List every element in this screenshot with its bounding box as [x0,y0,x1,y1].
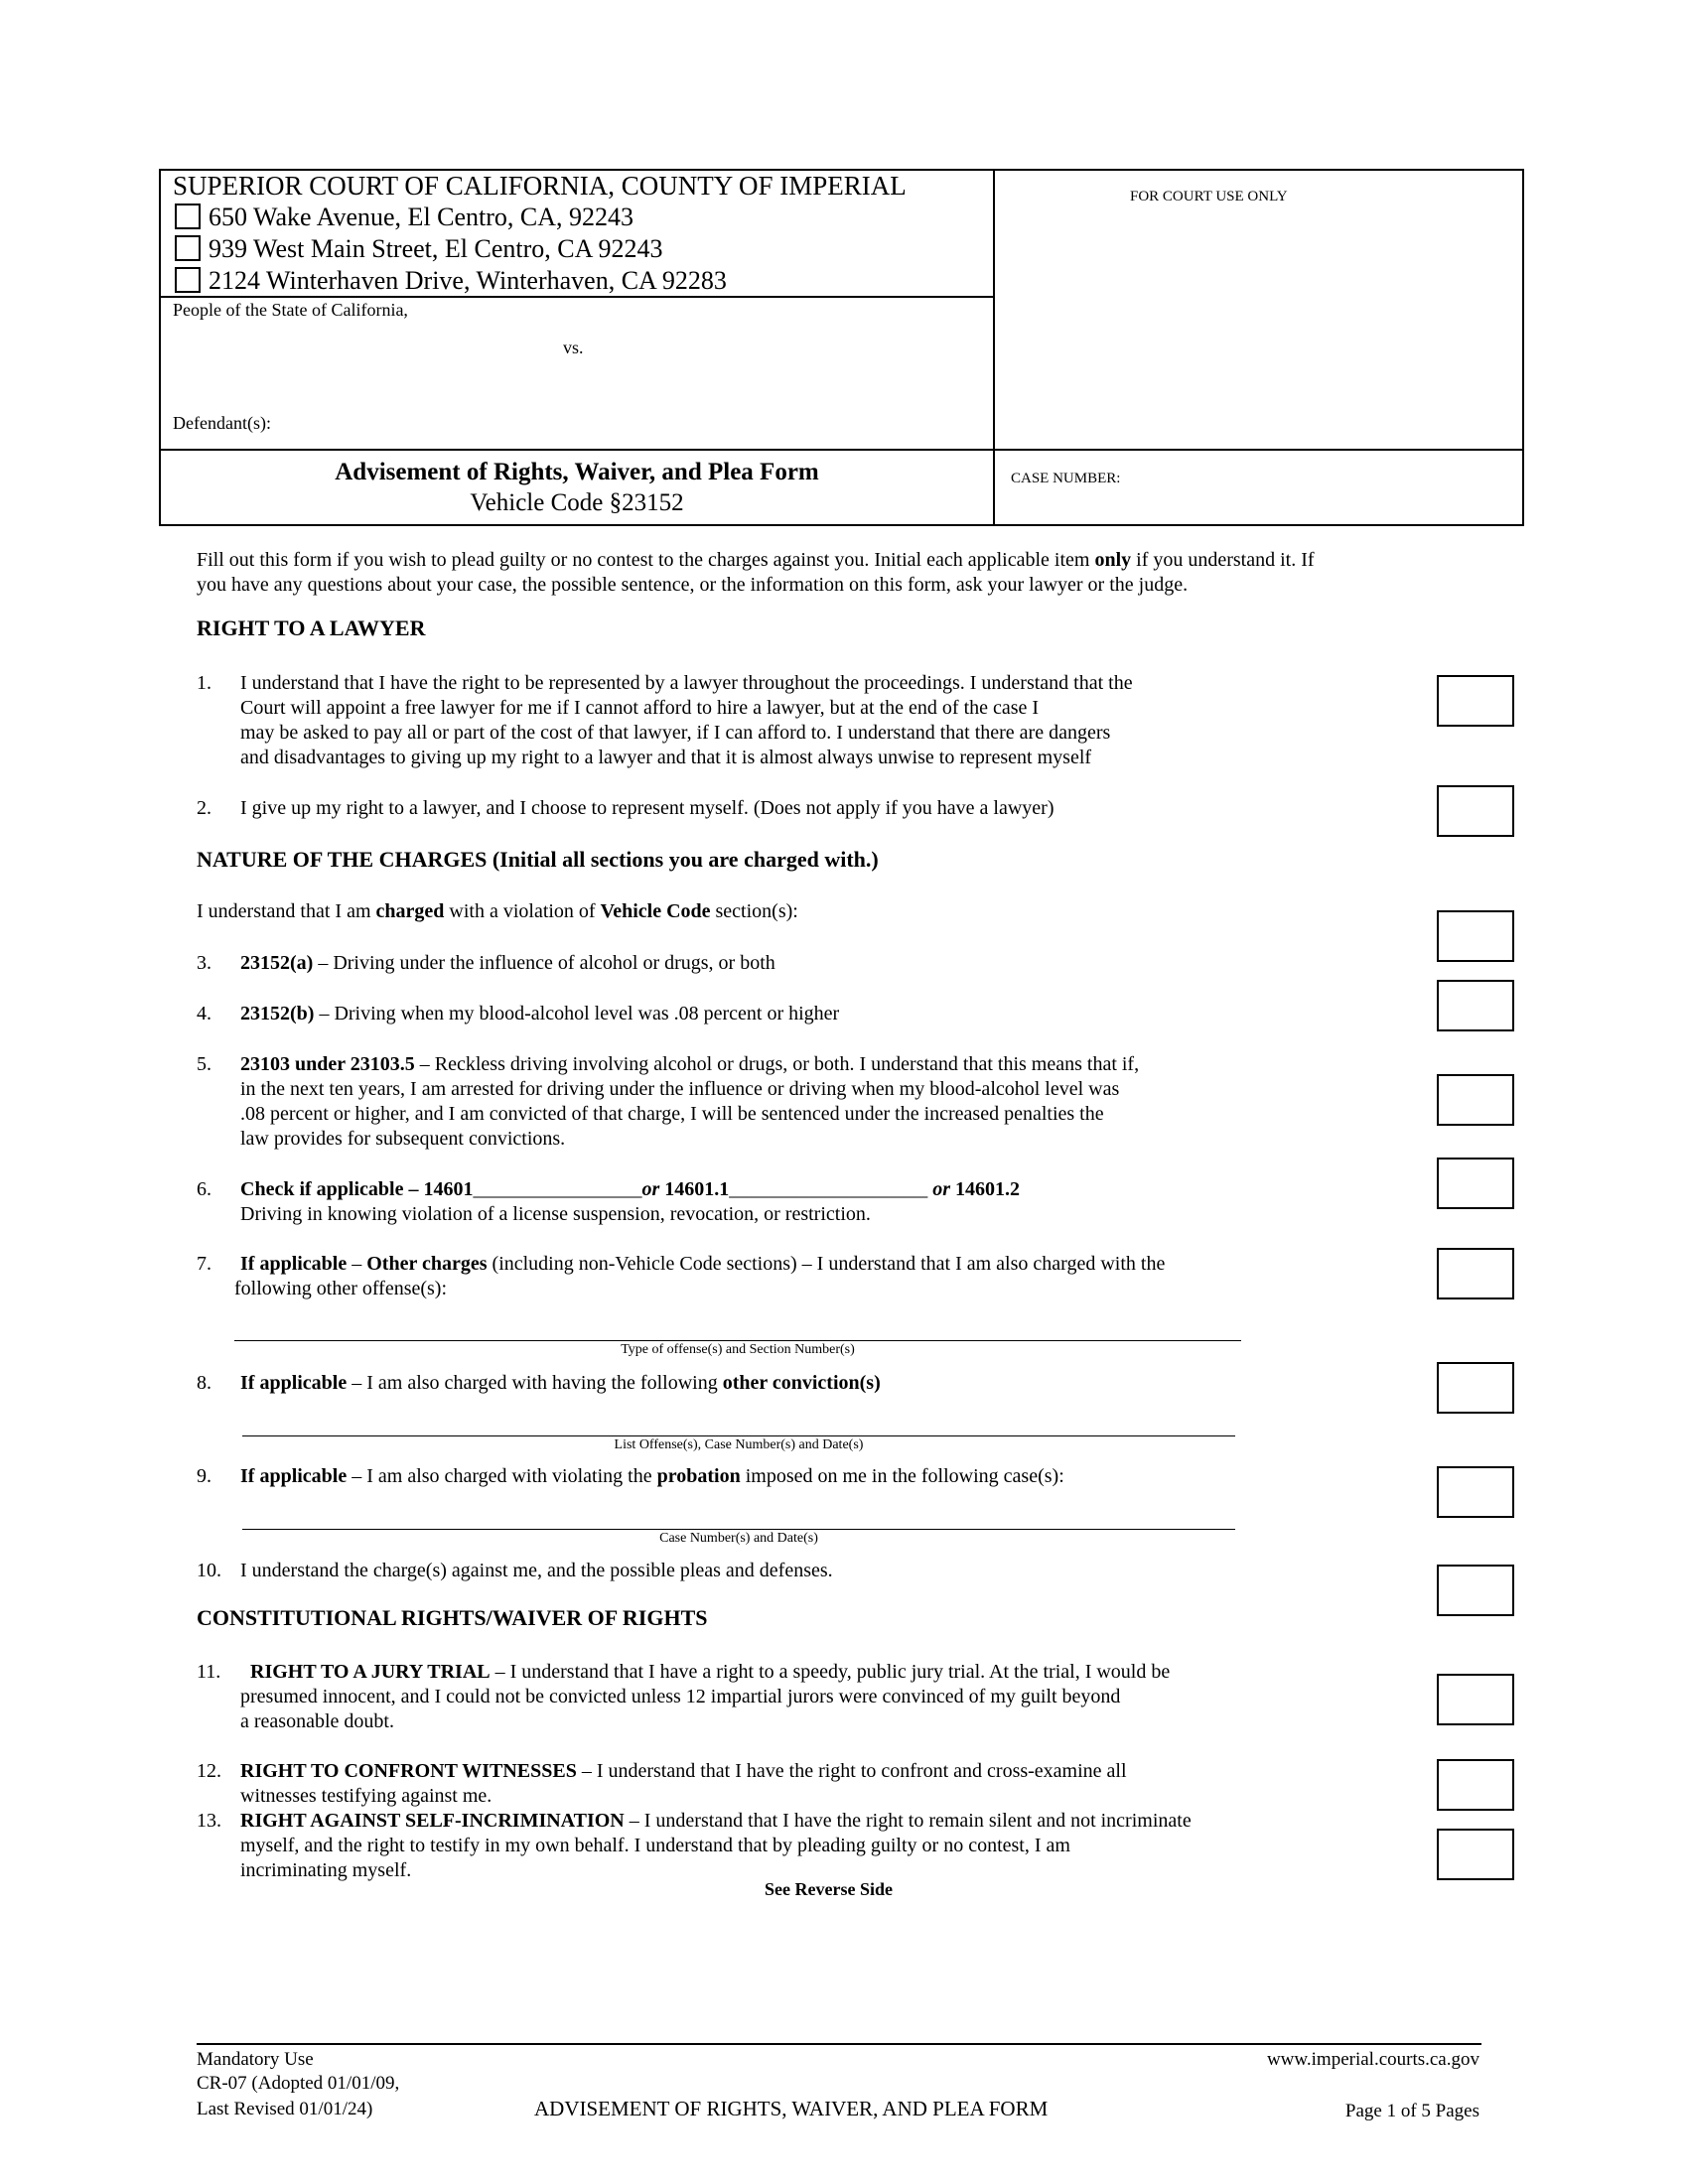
item-13-code: RIGHT AGAINST SELF-INCRIMINATION [240,1810,625,1832]
item-9-case-line[interactable] [242,1529,1235,1530]
item-1-line-4: and disadvantages to giving up my right to a lawyer and that it is almost always unwise to represent myself [240,747,1092,768]
item-13-desc: – I understand that I have the right to remain silent and not incriminate [624,1810,1192,1832]
item-5-line-1 [240,1052,1139,1077]
item-9-number: 9. [197,1465,211,1487]
form-subtitle: Vehicle Code §23152 [470,489,684,516]
address-label-3: 2124 Winterhaven Drive, Winterhaven, CA 92283 [209,266,727,295]
item-11-initial-box[interactable] [1437,1674,1514,1725]
item-4-text [240,1002,839,1026]
item-1-line-2: Court will appoint a free lawyer for me if I cannot afford to hire a lawyer, but at the end of the case I [240,697,1040,719]
item-12-code: RIGHT TO CONFRONT WITNESSES [240,1760,577,1782]
address-option-2[interactable] [175,234,662,264]
item-7-caption: Type of offense(s) and Section Number(s) [621,1342,855,1357]
item-5-code: 23103 under 23103.5 [240,1053,415,1075]
item-8-offense-line[interactable] [242,1435,1235,1436]
item-13-initial-box[interactable] [1437,1829,1514,1880]
item-3-code: 23152(a) [240,952,314,974]
item-3-desc: – Driving under the influence of alcohol or drugs, or both [313,952,775,974]
item-6-line-2: Driving in knowing violation of a license suspension, revocation, or restriction. [240,1203,871,1225]
item-8-caption: List Offense(s), Case Number(s) and Date(s) [614,1437,864,1452]
case-number-label: CASE NUMBER: [1011,471,1121,486]
item-9-desc-a: – I am also charged with violating the [347,1465,657,1487]
item-11-line-3: a reasonable doubt. [240,1710,394,1732]
item-10-number: 10. [197,1560,221,1581]
item-6-or-1: or [641,1178,660,1200]
item-1-number: 1. [197,672,211,694]
footer-rule [197,2043,1481,2045]
item-2-text: I give up my right to a lawyer, and I choose to represent myself. (Does not apply if you have a lawyer) [240,797,1055,819]
item-5-line-3: .08 percent or higher, and I am convicted of that charge, I will be sentenced under the increased penalties the [240,1103,1104,1125]
address-checkbox-3[interactable] [175,267,201,293]
item-6-line-1 [240,1177,1020,1202]
footer-page-number: Page 1 of 5 Pages [1344,2101,1479,2121]
item-8-desc: – I am also charged with having the following [347,1372,723,1394]
court-name: SUPERIOR COURT OF CALIFORNIA, COUNTY OF IMPERIAL [173,171,907,201]
intro-text-bold: only [1094,549,1132,571]
address-label-2: 939 West Main Street, El Centro, CA 92243 [209,234,663,263]
item-9-line-1 [240,1464,1064,1489]
item-6-initial-box[interactable] [1437,1158,1514,1209]
item-7-desc: (including non-Vehicle Code sections) – I understand that I am also charged with the [487,1253,1166,1275]
address-checkbox-1[interactable] [175,204,201,229]
item-12-desc: – I understand that I have the right to confront and cross-examine all [576,1760,1127,1782]
case-number-box [993,449,1524,526]
footer-revised: Last Revised 01/01/24) [197,2099,373,2119]
item-11-code: RIGHT TO A JURY TRIAL [240,1661,491,1683]
item-5-desc: – Reckless driving involving alcohol or drugs, or both. I understand that this means that if, [414,1053,1140,1075]
item-8-initial-box[interactable] [1437,1362,1514,1414]
item-7-line-1 [240,1252,1165,1277]
item-10-initial-box[interactable] [1437,1565,1514,1616]
footer-title: ADVISEMENT OF RIGHTS, WAIVER, AND PLEA FORM [534,2097,1049,2120]
item-6-number: 6. [197,1178,211,1200]
item-5-line-2: in the next ten years, I am arrested for driving under the influence or driving when my blood-alcohol level was [240,1078,1120,1100]
item-9-desc-b: imposed on me in the following case(s): [740,1465,1064,1487]
item-6-blank-1[interactable]: _________________ [473,1178,642,1200]
item-11-desc: – I understand that I have a right to a speedy, public jury trial. At the trial, I would be [490,1661,1171,1683]
item-3-number: 3. [197,952,211,974]
item-6-code-14601-2: 14601.2 [950,1178,1021,1200]
item-7-number: 7. [197,1253,211,1275]
address-option-3[interactable] [175,266,727,296]
item-7-if-applicable: If applicable [240,1253,348,1275]
item-11-line-2: presumed innocent, and I could not be convicted unless 12 impartial jurors were convinced of my guilt beyond [240,1686,1121,1707]
item-5-initial-box[interactable] [1437,1074,1514,1126]
section-right-to-lawyer: RIGHT TO A LAWYER [197,615,426,640]
item-8-other-convictions: other conviction(s) [722,1372,881,1394]
item-7-dash: – [347,1253,367,1275]
address-checkbox-2[interactable] [175,235,201,261]
charged-text-e: section(s): [710,900,798,922]
item-6-or-2: or [932,1178,951,1200]
item-12-number: 12. [197,1760,221,1782]
item-8-if-applicable: If applicable [240,1372,348,1394]
item-5-number: 5. [197,1053,211,1075]
item-8-number: 8. [197,1372,211,1394]
section-nature-of-charges: NATURE OF THE CHARGES (Initial all sections you are charged with.) [197,847,879,872]
item-9-caption: Case Number(s) and Date(s) [659,1531,818,1546]
defendant-label: Defendant(s): [173,413,271,433]
item-4-desc: – Driving when my blood-alcohol level was .08 percent or higher [314,1003,840,1024]
item-3-initial-box[interactable] [1437,980,1514,1031]
item-7-line-2: following other offense(s): [234,1278,448,1299]
form-title: Advisement of Rights, Waiver, and Plea Form [335,459,819,485]
item-7-other-charges: Other charges [366,1253,488,1275]
charged-initial-box[interactable] [1437,910,1514,962]
item-3-text [240,951,775,976]
charged-text-a: I understand that I am [197,900,376,922]
item-6-code-14601-1: 14601.1 [659,1178,730,1200]
footer-form-id: CR-07 (Adopted 01/01/09, [197,2073,400,2094]
item-11-number: 11. [197,1661,221,1683]
vs-label: vs. [563,338,584,357]
item-13-number: 13. [197,1810,221,1832]
item-13-line-2: myself, and the right to testify in my own behalf. I understand that by pleading guilty or no contest, I am [240,1835,1070,1856]
item-4-code: 23152(b) [240,1003,315,1024]
item-2-initial-box[interactable] [1437,785,1514,837]
people-label: People of the State of California, [173,300,408,320]
section-constitutional-rights: CONSTITUTIONAL RIGHTS/WAIVER OF RIGHTS [197,1605,708,1630]
intro-line-1 [197,548,1315,573]
item-13-line-3: incriminating myself. [240,1859,412,1881]
item-6-code-14601: Check if applicable – 14601 [240,1178,474,1200]
item-2-number: 2. [197,797,211,819]
address-label-1: 650 Wake Avenue, El Centro, CA, 92243 [209,203,634,231]
court-use-label: FOR COURT USE ONLY [1130,189,1288,205]
item-12-line-1 [240,1759,1127,1784]
intro-text-c: if you understand it. If [1131,549,1315,571]
address-option-1[interactable] [175,203,633,232]
intro-text-a: Fill out this form if you wish to plead guilty or no contest to the charges against you. Initial each applicable item [197,549,1095,571]
item-1-line-1: I understand that I have the right to be represented by a lawyer throughout the proceedings. I understand that the [240,672,1133,694]
item-12-line-2: witnesses testifying against me. [240,1785,492,1807]
charged-text-vehicle-code: Vehicle Code [600,900,711,922]
item-9-if-applicable: If applicable [240,1465,348,1487]
footer-url[interactable]: www.imperial.courts.ca.gov [1266,2049,1479,2070]
item-12-initial-box[interactable] [1437,1759,1514,1811]
item-13-line-1 [240,1809,1192,1834]
item-11-line-1 [240,1660,1170,1685]
item-10-text: I understand the charge(s) against me, and the possible pleas and defenses. [240,1560,833,1581]
footer-mandatory: Mandatory Use [197,2049,314,2070]
item-7-initial-box[interactable] [1437,1248,1514,1299]
see-reverse-side: See Reverse Side [765,1879,893,1899]
charged-line [197,899,798,924]
intro-line-2: you have any questions about your case, the possible sentence, or the information on this form, ask your lawyer or the judge. [197,574,1189,596]
item-6-blank-2[interactable]: ____________________ [729,1178,928,1200]
charged-text-c: with a violation of [444,900,601,922]
item-4-number: 4. [197,1003,211,1024]
item-7-offense-line[interactable] [234,1340,1241,1341]
item-9-initial-box[interactable] [1437,1466,1514,1518]
item-8-line-1 [240,1371,881,1396]
court-use-box [993,169,1524,451]
item-1-line-3: may be asked to pay all or part of the cost of that lawyer, if I can afford to. I understand that there are dangers [240,722,1111,744]
charged-text-bold: charged [375,900,445,922]
item-5-line-4: law provides for subsequent convictions. [240,1128,566,1150]
item-1-initial-box[interactable] [1437,675,1514,727]
item-9-probation: probation [656,1465,741,1487]
